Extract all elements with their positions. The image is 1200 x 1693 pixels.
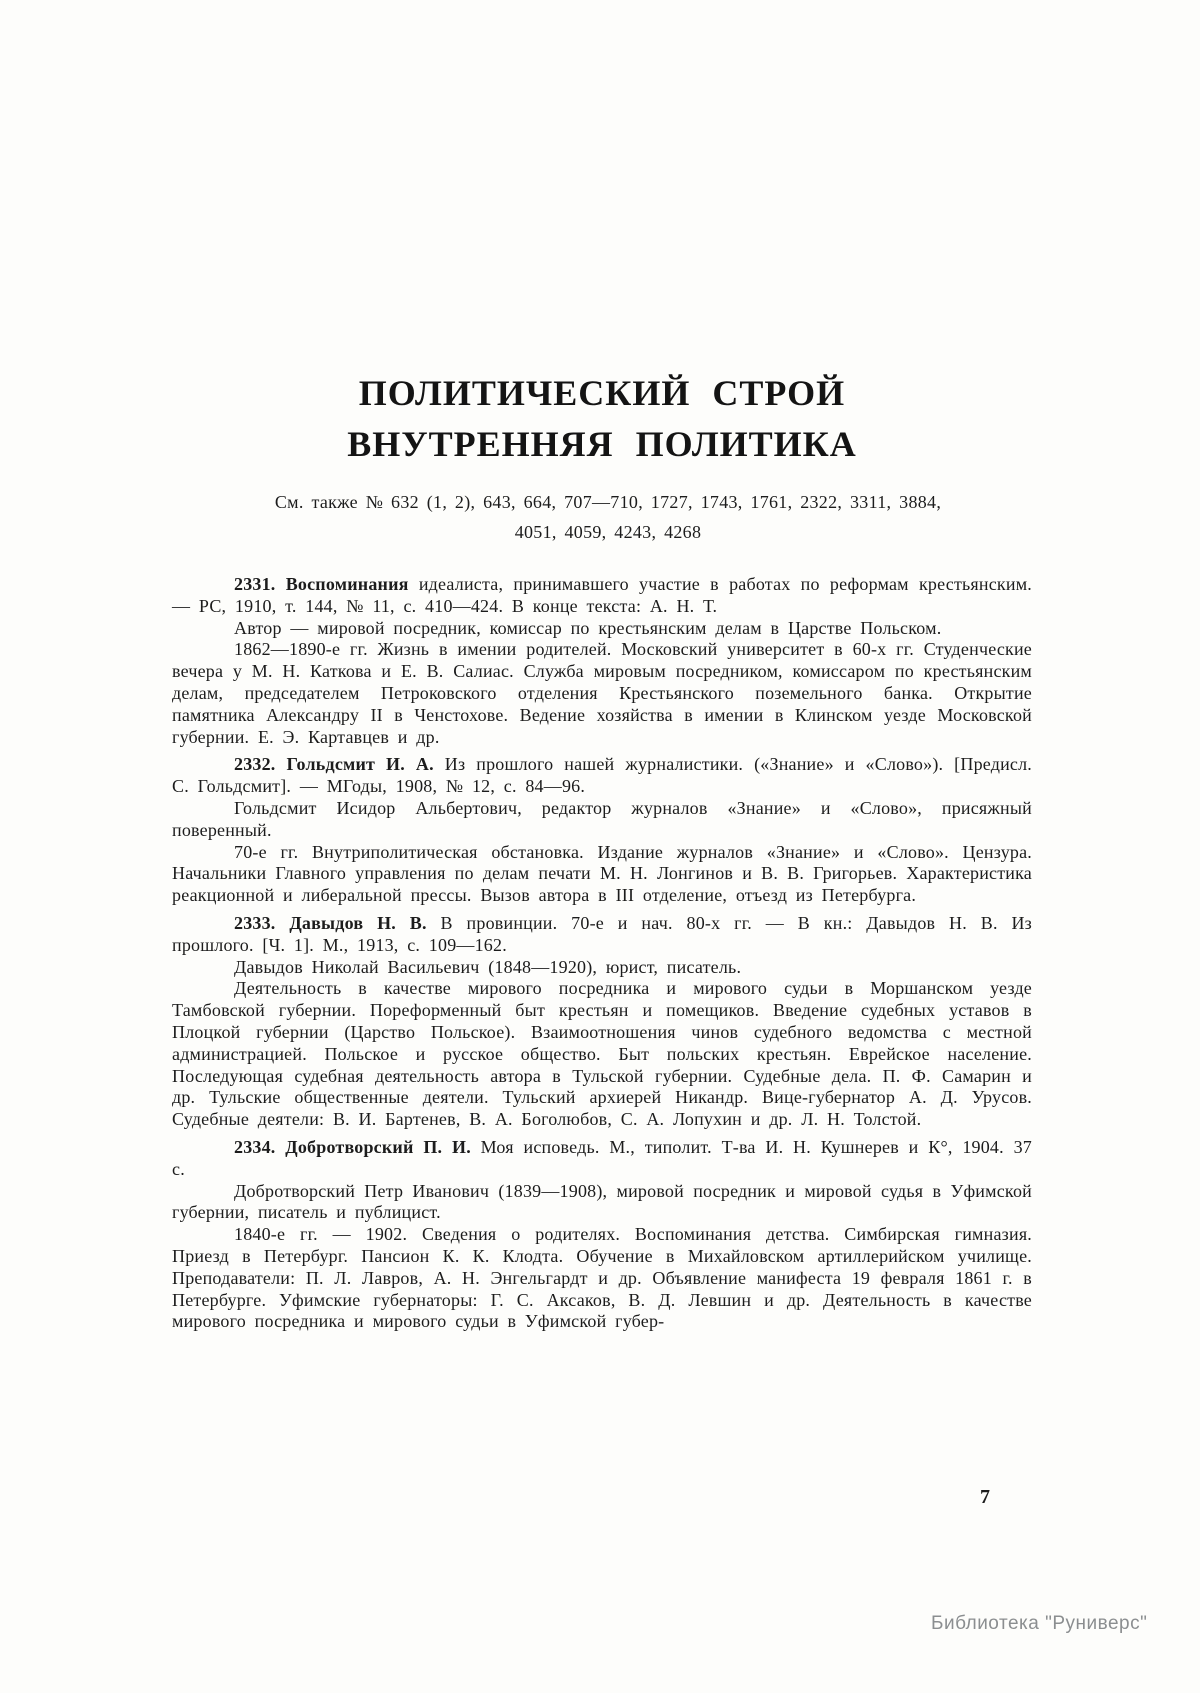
section-title-line-1: ПОЛИТИЧЕСКИЙ СТРОЙ (358, 373, 846, 413)
entry-citation-text: Моя исповедь. М., типолит. Т-ва И. Н. Кушнерев и К°, 1904. 37 с. (172, 1136, 1032, 1179)
entry-summary: 70-е гг. Внутриполитическая обстановка. Издание журналов «Знание» и «Слово». Цензура. Начальники Главного управления по делам печати М. Н. Лонгинов и В. В. Григорьев. Характеристика реакционной и либеральной прессы. Вызов автора в III отделение, отъезд из Петербурга. (172, 841, 1032, 906)
see-also-line-2: 4051, 4059, 4243, 4268 (514, 522, 702, 542)
section-title (172, 368, 1032, 470)
entry-summary: Деятельность в качестве мирового посредника и мирового судьи в Моршанском уезде Тамбовской губернии. Пореформенный быт крестьян и помещиков. Введение судебных уставов в Плоцкой губернии (Царство Польское). Взаимоотношения чинов судебного ведомства с местной администрацией. Польское и русское общество. Быт польских крестьян. Еврейское население. Последующая судебная деятельность автора в Тульской губернии. Судебные дела. П. Ф. Самарин и др. Тульские общественные деятели. Тульский архиерей Никандр. Вице-губернатор А. Д. Урусов. Судебные деятели: В. И. Бартенев, В. А. Боголюбов, С. А. Лопухин и др. Л. Н. Толстой. (172, 978, 1032, 1130)
entry-number-and-author: 2331. Воспоминания (234, 574, 409, 594)
entry-annotation: Автор — мировой посредник, комиссар по крестьянским делам в Царстве Польском. (234, 617, 942, 638)
see-also-line-1: См. также № 632 (1, 2), 643, 664, 707—710, 1727, 1743, 1761, 2322, 3311, 3884, (274, 492, 942, 512)
section-title-line-2: ВНУТРЕННЯЯ ПОЛИТИКА (347, 424, 857, 464)
bibliography-entries (172, 574, 1032, 1333)
entry-annotation: Гольдсмит Исидор Альбертович, редактор журналов «Знание» и «Слово», присяжный поверенный. (172, 797, 1032, 840)
entry-number-and-author: 2333. Давыдов Н. В. (234, 912, 427, 933)
entry-citation (172, 913, 1032, 957)
page-number: 7 (980, 1486, 990, 1508)
entry-citation-text: Из прошлого нашей журналистики. («Знание» и «Слово»). [Предисл. С. Гольдсмит]. — МГоды, 1908, № 12, с. 84—96. (172, 754, 1032, 797)
entry-citation (172, 574, 1032, 618)
entry-2331 (172, 574, 1032, 748)
entry-annotation: Давыдов Николай Васильевич (1848—1920), юрист, писатель. (234, 956, 742, 977)
see-also-references (185, 487, 1031, 547)
entry-citation-text: В провинции. 70-е и нач. 80-х гг. — В кн.: Давыдов Н. В. Из прошлого. [Ч. 1]. М., 1913, с. 109—162. (172, 912, 1032, 955)
entry-citation-text: идеалиста, принимавшего участие в работах по реформам крестьянским. — РС, 1910, т. 144, № 11, с. 410—424. В конце текста: А. Н. Т. (172, 574, 1032, 616)
entry-citation (172, 1137, 1032, 1181)
entry-annotation: Добротворский Петр Иванович (1839—1908), мировой посредник и мировой судья в Уфимской губернии, писатель и публицист. (172, 1180, 1032, 1223)
library-watermark: Библиотека "Руниверс" (931, 1613, 1148, 1634)
entry-summary: 1840-е гг. — 1902. Сведения о родителях. Воспоминания детства. Симбирская гимназия. Приезд в Петербург. Пансион К. К. Клодта. Обучение в Михайловском артиллерийском училище. Преподаватели: П. Л. Лавров, А. Н. Энгельгардт и др. Объявление манифеста 19 февраля 1861 г. в Петербурге. Уфимские губернаторы: Г. С. Аксаков, В. Д. Левшин и др. Деятельность в качестве мирового посредника и мирового судьи в Уфимской губер- (172, 1224, 1032, 1332)
entry-2332 (172, 754, 1032, 907)
entry-citation (172, 754, 1032, 798)
entry-2334 (172, 1137, 1032, 1333)
entry-number-and-author: 2332. Гольдсмит И. А. (234, 754, 434, 775)
entry-2333 (172, 913, 1032, 1131)
entry-number-and-author: 2334. Добротворский П. И. (234, 1136, 471, 1157)
entry-summary: 1862—1890-е гг. Жизнь в имении родителей. Московский университет в 60-х гг. Студенческие вечера у М. Н. Каткова и Е. В. Салиас. Служба мировым посредником, комиссаром по крестьянским делам, председателем Петроковского отделения Крестьянского поземельного банка. Открытие памятника Александру II в Ченстохове. Ведение хозяйства в имении в Клинском уезде Московской губернии. Е. Э. Картавцев и др. (172, 639, 1032, 747)
